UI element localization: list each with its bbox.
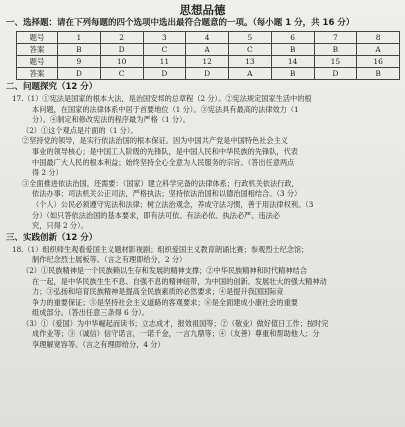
table-cell: 10 xyxy=(100,56,143,68)
table-cell: 8 xyxy=(357,32,400,44)
table-cell: 4 xyxy=(186,32,229,44)
text-line: 在一起，是中华民族生生不息、自强不息的精神纽带，为中国的创新、发展壮大的强大精神动 xyxy=(32,276,327,286)
text-line: 依法办事；司法机关公正司法，严格执法；坚持依法治国和以德治国相结合。（3 分） xyxy=(32,189,302,199)
table-cell: B xyxy=(271,44,314,56)
text-line: 享理解宽容等。（言之有理即给分，4 分） xyxy=(32,340,165,350)
text-line: 分）。④制定和修改宪法的程序最为严格（1 分）。 xyxy=(32,115,190,125)
text-line: （2）①这个观点是片面的（1 分）。 xyxy=(22,125,138,135)
table-cell: 6 xyxy=(271,32,314,44)
section-2-heading: 二、问题探究（12 分） xyxy=(6,82,98,92)
table-row xyxy=(17,68,400,80)
table-cell: 7 xyxy=(314,32,357,44)
text-line: 力；③弘扬和培育民族精神是提高全民族素质的必然要求；④是提升我国国际竞 xyxy=(32,287,284,297)
table-cell: 14 xyxy=(271,56,314,68)
table-cell: 12 xyxy=(186,56,229,68)
table-cell: D xyxy=(314,68,357,80)
table-row xyxy=(17,56,400,68)
text-line: ③全面推进依法治国，还需要：（国家）建立科学完备的法律体系；行政机关依法行政， xyxy=(22,178,299,188)
answer-table xyxy=(16,31,400,80)
table-cell: 答案 xyxy=(17,44,58,56)
text-line: 本问题，在国家的法律体系中居于首要地位（1 分）。③宪法具有最高的法律效力（1 xyxy=(32,104,299,114)
text-line: （2）①民族精神是一个民族赖以生存和发展的精神支撑；②中华民族精神和时代精神结合 xyxy=(22,265,307,275)
table-cell: B xyxy=(314,44,357,56)
text-line: （3）①（爱国）为中华崛起而读书；立志成才，报效祖国等；②（敬业）做好值日工作；按时完 xyxy=(22,318,329,328)
text-line: 组成部分。（答出任意三条得 6 分）。 xyxy=(32,308,149,318)
text-line: 17.（1）①宪法是国家的根本大法，是治国安邦的总章程（2 分）。②宪法规定国家生活中的根 xyxy=(12,94,312,103)
table-cell: 题号 xyxy=(17,32,58,44)
table-cell: A xyxy=(229,68,272,80)
text-line: 分）（如只答依法治国的基本要求，即有法可依、有法必依、执法必严、违法必 xyxy=(32,210,280,220)
table-cell: 2 xyxy=(100,32,143,44)
table-cell: D xyxy=(186,68,229,80)
table-cell: A xyxy=(357,44,400,56)
table-cell: 9 xyxy=(58,56,101,68)
table-cell: C xyxy=(100,68,143,80)
text-line: ②坚持党的领导，是实行依法治国的根本保证。因为中国共产党是中国特色社会主义 xyxy=(22,136,288,146)
table-cell: 11 xyxy=(143,56,186,68)
table-row xyxy=(17,44,400,56)
table-cell: D xyxy=(100,44,143,56)
text-line: 得 2 分） xyxy=(32,168,63,178)
table-cell: 5 xyxy=(229,32,272,44)
table-cell: A xyxy=(186,44,229,56)
text-line: 究，只得 2 分）。 xyxy=(32,221,88,231)
table-cell: D xyxy=(143,68,186,80)
section-1-heading: 一、选择题：请在下列每题的四个选项中选出最符合题意的一项。（每小题 1 分，共 16 分） xyxy=(6,18,355,28)
table-cell: B xyxy=(357,68,400,80)
table-cell: C xyxy=(143,44,186,56)
table-cell: 题号 xyxy=(17,56,58,68)
table-cell: C xyxy=(229,44,272,56)
text-line: 事业的领导核心；是中国工人阶级的先锋队，是中国人民和中华民族的先锋队，代表 xyxy=(32,146,298,156)
text-line: 18.（1）组织师生观看爱国主义题材影视剧；组织爱国主义教育朗诵比赛；参观烈士纪念馆； xyxy=(12,244,309,254)
text-line: 争力的重要保证；⑤是坚持社会主义道路的客观要求；⑥是全面建成小康社会的重要 xyxy=(32,297,298,307)
table-cell: 13 xyxy=(229,56,272,68)
table-cell: 15 xyxy=(314,56,357,68)
table-cell: D xyxy=(58,68,101,80)
text-line: （个人）公民必须遵守宪法和法律；树立法治观念，养成守法习惯，善于用法律权利。（3 xyxy=(32,199,314,209)
text-line: 中国最广大人民的根本利益；始终坚持全心全意为人民服务的宗旨。（答出任意两点 xyxy=(32,157,295,167)
table-cell: 1 xyxy=(58,32,101,44)
table-row xyxy=(17,32,400,44)
section-3-heading: 三、实践创新（12 分） xyxy=(6,232,98,243)
text-line: 制作纪念烈士展板等。（言之有理即给分，2 分） xyxy=(32,255,187,265)
table-cell: 答案 xyxy=(17,68,58,80)
page-title: 思想品德 xyxy=(179,3,226,17)
text-line: 成作业等；③（诚信）信守诺言，一诺千金，一言九鼎等；④（友善）尊重和帮助他人；分 xyxy=(32,329,320,339)
table-cell: B xyxy=(58,44,101,56)
table-cell: 3 xyxy=(143,32,186,44)
table-cell: 16 xyxy=(357,56,400,68)
table-cell: B xyxy=(271,68,314,80)
